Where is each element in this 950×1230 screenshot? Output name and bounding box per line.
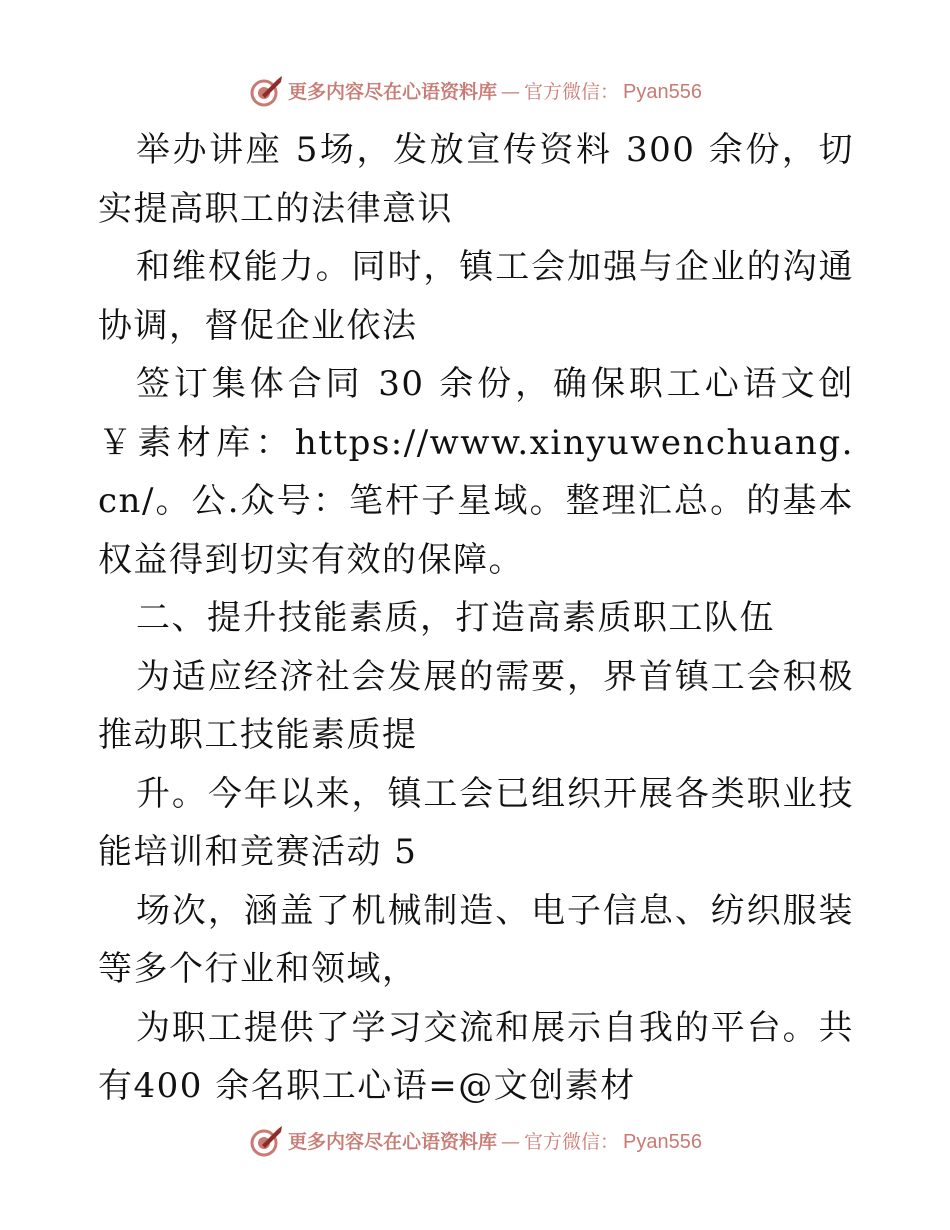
quill-logo-icon [248, 74, 284, 110]
paragraph: 签订集体合同 30 余份，确保职工心语文创￥素材库：https://www.xinyuwenchuang.cn/。公.众号：笔杆子星域。整理汇总。的基本权益得到切实有效的保障。 [98, 364, 854, 580]
section-heading: 二、提升技能素质，打造高素质职工队伍 [136, 598, 775, 638]
document-body [98, 121, 854, 1116]
paragraph: 为职工提供了学习交流和展示自我的平台。共有400 余名职工心语=@文创素材 [98, 1007, 854, 1106]
watermark-wechat-id: Pyan556 [623, 81, 702, 103]
paragraph: 举办讲座 5场，发放宣传资料 300 余份，切实提高职工的法律意识 [98, 130, 854, 229]
watermark-main-text: 更多内容尽在心语资料库 [288, 80, 498, 103]
quill-logo-icon [248, 1124, 284, 1160]
watermark-dash: — [501, 1130, 521, 1153]
watermark-content [248, 1124, 702, 1160]
header-watermark [0, 72, 950, 112]
watermark-wechat-label: 官方微信： [524, 80, 620, 103]
paragraph: 升。今年以来，镇工会已组织开展各类职业技能培训和竞赛活动 5 [98, 773, 854, 872]
paragraph: 和维权能力。同时，镇工会加强与企业的沟通协调，督促企业依法 [98, 247, 854, 346]
watermark-wechat-id: Pyan556 [623, 1131, 702, 1153]
watermark-wechat-label: 官方微信： [524, 1130, 620, 1153]
paragraph: 为适应经济社会发展的需要，界首镇工会积极推动职工技能素质提 [98, 656, 854, 755]
paragraph: 场次，涵盖了机械制造、电子信息、纺织服装等多个行业和领域， [98, 890, 854, 989]
watermark-main-text: 更多内容尽在心语资料库 [288, 1130, 498, 1153]
watermark-content [248, 74, 702, 110]
footer-watermark [0, 1122, 950, 1162]
watermark-dash: — [501, 80, 521, 103]
